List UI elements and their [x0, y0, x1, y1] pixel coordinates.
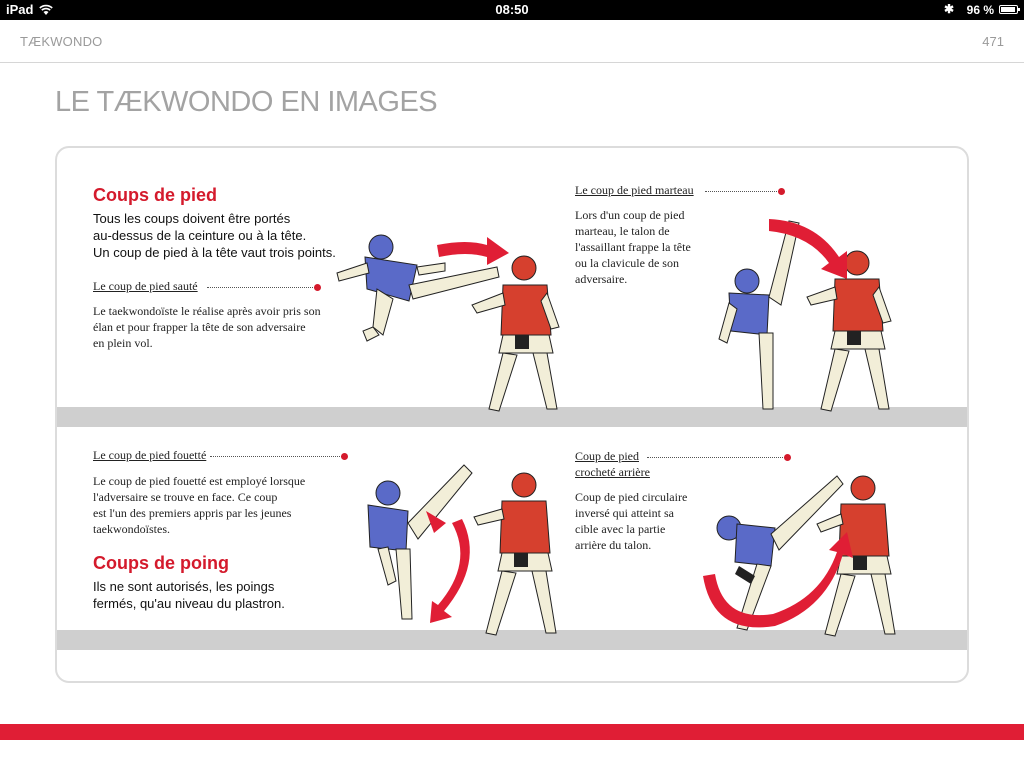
- whip-kick-illustration: [352, 453, 572, 653]
- attacker-figure: [717, 476, 843, 630]
- punches-intro: [93, 578, 285, 612]
- kicks-heading: Coups de pied: [93, 185, 218, 205]
- intro-line: Tous les coups doivent être portés: [93, 211, 291, 226]
- chapter-title[interactable]: TÆKWONDO: [20, 34, 103, 49]
- desc-line: Le taekwondoïste le réalise après avoir pris son: [93, 304, 321, 318]
- hook-kick-label[interactable]: [575, 448, 650, 480]
- desc-line: Le coup de pied fouetté est employé lorsque: [93, 474, 306, 488]
- page-title: LE TÆKWONDO EN IMAGES: [55, 86, 438, 118]
- defender-figure: [474, 473, 556, 635]
- desc-line: ou la clavicule de son: [575, 256, 679, 270]
- hook-kick-illustration: [687, 458, 907, 658]
- bluetooth-icon: ✱: [943, 2, 954, 16]
- punches-heading: Coups de poing: [93, 553, 229, 573]
- status-time: 08:50: [495, 2, 529, 17]
- hammer-kick-description: [575, 207, 691, 287]
- jump-kick-leader: [207, 287, 317, 288]
- defender-figure: [817, 476, 895, 636]
- hammer-kick-leader: [705, 191, 781, 192]
- desc-line: l'adversaire se trouve en face. Ce coup: [93, 490, 278, 504]
- motion-arrow: [437, 237, 509, 265]
- bottom-red-band: [0, 724, 1024, 740]
- illustration-panel: [55, 146, 969, 683]
- attacker-figure: [368, 465, 472, 619]
- intro-line: Ils ne sont autorisés, les poings: [93, 579, 275, 594]
- battery-icon: [999, 5, 1018, 14]
- intro-line: fermés, qu'au niveau du plastron.: [93, 596, 285, 611]
- label-line: Coup de pied: [575, 449, 639, 463]
- hook-kick-description: [575, 489, 687, 553]
- book-header: [0, 20, 1024, 63]
- desc-line: en plein vol.: [93, 336, 153, 350]
- desc-line: est l'un des premiers appris par les jeunes: [93, 506, 292, 520]
- whip-kick-description: [93, 473, 305, 537]
- whip-kick-label[interactable]: Le coup de pied fouetté: [93, 448, 207, 462]
- hammer-kick-illustration: [707, 213, 907, 423]
- intro-line: au-dessus de la ceinture ou à la tête.: [93, 228, 307, 243]
- status-bar: [0, 0, 1024, 20]
- intro-line: Un coup de pied à la tête vaut trois points.: [93, 245, 336, 260]
- jump-kick-description: [93, 303, 321, 351]
- defender-figure: [807, 251, 891, 411]
- desc-line: arrière du talon.: [575, 538, 652, 552]
- device-name: iPad: [6, 2, 34, 17]
- kicks-intro: [93, 210, 336, 261]
- jump-kick-label[interactable]: Le coup de pied sauté: [93, 279, 198, 293]
- desc-line: inversé qui atteint sa: [575, 506, 674, 520]
- desc-line: élan et pour frapper la tête de son adversaire: [93, 320, 306, 334]
- desc-line: cible avec la partie: [575, 522, 666, 536]
- battery-percent: 96 %: [966, 3, 994, 17]
- desc-line: adversaire.: [575, 272, 628, 286]
- hammer-kick-label[interactable]: Le coup de pied marteau: [575, 183, 694, 197]
- desc-line: marteau, le talon de: [575, 224, 670, 238]
- desc-line: l'assaillant frappe la tête: [575, 240, 691, 254]
- desc-line: Lors d'un coup de pied: [575, 208, 685, 222]
- motion-arrow: [430, 519, 470, 623]
- whip-kick-leader: [210, 456, 344, 457]
- jump-kick-illustration: [327, 223, 567, 423]
- label-line: crocheté arrière: [575, 465, 650, 479]
- desc-line: Coup de pied circulaire: [575, 490, 688, 504]
- attacker-figure: [719, 221, 799, 409]
- desc-line: taekwondoïstes.: [93, 522, 170, 536]
- page-number: 471: [982, 34, 1004, 49]
